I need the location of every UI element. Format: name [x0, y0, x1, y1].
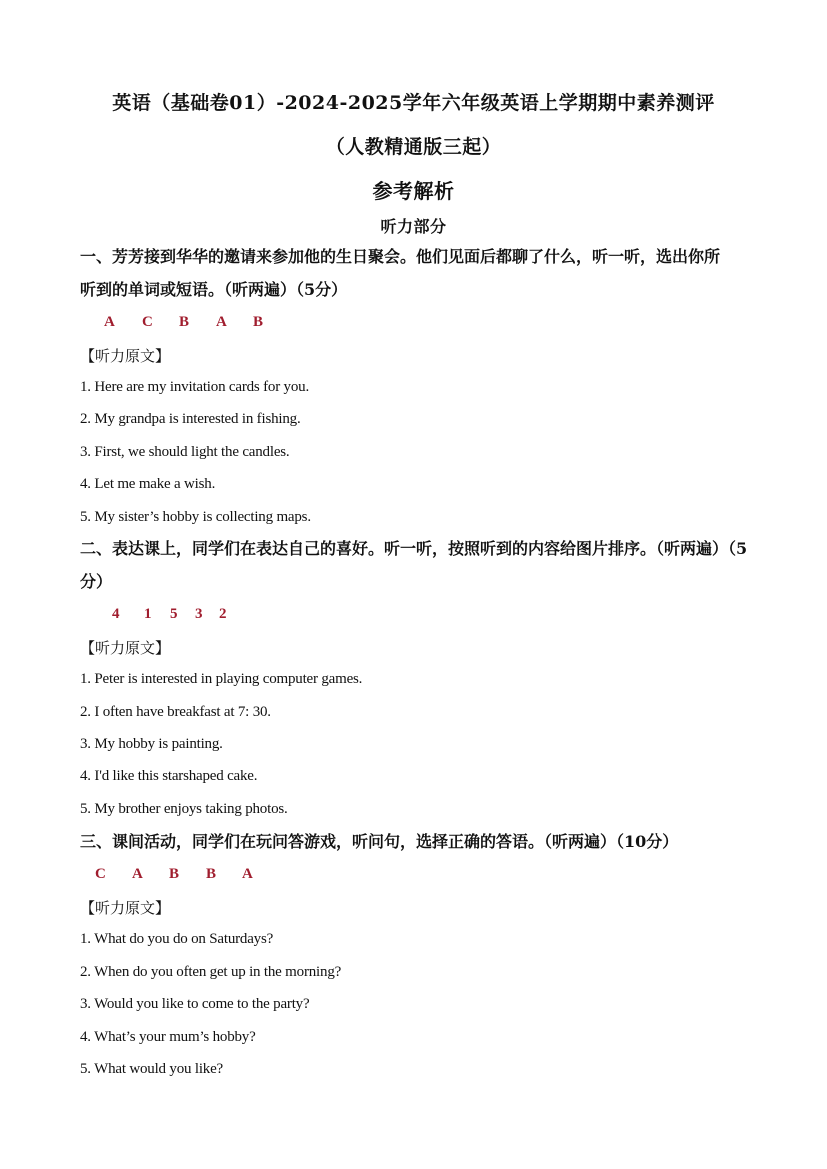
- section-3-transcript-label: 【听力原文】: [80, 899, 171, 917]
- transcript-line: 3. Would you like to come to the party?: [80, 996, 310, 1012]
- transcript-line: 5. My sister’s hobby is collecting maps.: [80, 509, 311, 525]
- transcript-line: 4. What’s your mum’s hobby?: [80, 1029, 256, 1045]
- answer-item: C: [95, 866, 106, 882]
- answer-item: 5: [170, 606, 178, 622]
- transcript-line: 2. I often have breakfast at 7: 30.: [80, 704, 271, 720]
- transcript-line: 1. What do you do on Saturdays?: [80, 931, 274, 947]
- document-title: 英语（基础卷01）-2024-2025学年六年级英语上学期期中素养测评: [112, 92, 715, 114]
- answer-item: B: [206, 866, 217, 882]
- answer-item: A: [242, 866, 253, 882]
- answer-item: A: [104, 314, 115, 330]
- answer-item: B: [169, 866, 180, 882]
- section-1-answers: [104, 314, 263, 331]
- section-1-heading-line-2: 听到的单词或短语。（听两遍）（5分）: [80, 280, 348, 299]
- transcript-line: 4. Let me make a wish.: [80, 476, 216, 492]
- section-2-transcript-label: 【听力原文】: [80, 639, 171, 657]
- transcript-line: 3. My hobby is painting.: [80, 736, 223, 752]
- section-1-heading-line-1: 一、芳芳接到华华的邀请来参加他的生日聚会。他们见面后都聊了什么，听一听，选出你所: [80, 247, 721, 266]
- part-heading: 听力部分: [380, 217, 447, 236]
- document-edition: （人教精通版三起）: [325, 136, 502, 158]
- transcript-line: 2. When do you often get up in the morning?: [80, 964, 342, 980]
- answer-item: C: [142, 314, 153, 330]
- section-3-answers: [95, 866, 253, 883]
- answer-item: 4: [112, 606, 120, 622]
- answer-item: B: [253, 314, 264, 330]
- transcript-line: 2. My grandpa is interested in fishing.: [80, 411, 301, 427]
- section-3-heading-line-1: 三、课间活动，同学们在玩问答游戏，听问句，选择正确的答语。（听两遍）（10分）: [80, 832, 679, 851]
- transcript-line: 1. Peter is interested in playing computer games.: [80, 671, 363, 687]
- section-2-answers: [112, 606, 227, 623]
- transcript-line: 5. My brother enjoys taking photos.: [80, 801, 288, 817]
- transcript-line: 1. Here are my invitation cards for you.: [80, 379, 310, 395]
- transcript-line: 4. I'd like this starshaped cake.: [80, 768, 258, 784]
- answer-item: 3: [195, 606, 203, 622]
- section-2-heading-line-1: 二、表达课上，同学们在表达自己的喜好。听一听，按照听到的内容给图片排序。（听两遍）（5: [80, 539, 748, 558]
- section-1-transcript-label: 【听力原文】: [80, 347, 171, 365]
- document-subtitle: 参考解析: [372, 179, 455, 203]
- answer-item: A: [216, 314, 227, 330]
- transcript-line: 3. First, we should light the candles.: [80, 444, 290, 460]
- section-3-heading: [80, 825, 760, 858]
- answer-item: A: [132, 866, 143, 882]
- section-1-heading: [80, 240, 760, 306]
- answer-item: B: [179, 314, 190, 330]
- transcript-line: 5. What would you like?: [80, 1061, 224, 1077]
- answer-item: 2: [219, 606, 227, 622]
- answer-item: 1: [144, 606, 152, 622]
- section-2-heading-line-2: 分）: [80, 572, 113, 591]
- section-2-heading: [80, 532, 770, 598]
